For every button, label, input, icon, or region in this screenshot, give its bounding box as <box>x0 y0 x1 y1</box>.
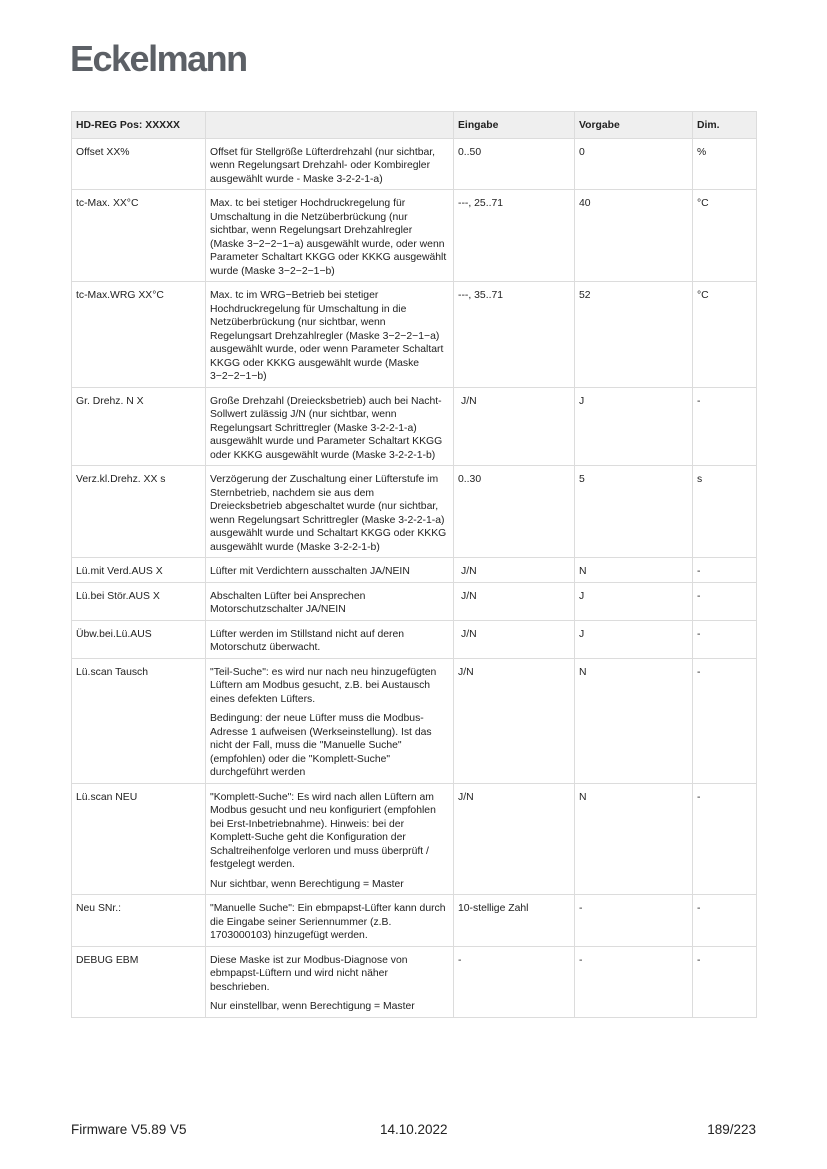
param-vorgabe: - <box>575 895 693 947</box>
param-description <box>206 783 454 895</box>
param-dim: - <box>693 387 757 466</box>
param-description <box>206 387 454 466</box>
eingabe-value: J/N <box>461 628 477 640</box>
param-dim: - <box>693 582 757 620</box>
param-name: Lü.scan Tausch <box>72 658 206 783</box>
description-text: Verzögerung der Zuschaltung einer Lüfterstufe im Sternbetrieb, nachdem sie aus dem Dreiecksbetrieb abgeschaltet wurde (nur sichtbar, wenn Regelungsart Schrittregler (Maske 3-2-2-1-a) ausgewählt wurde und Schaltart KKGG oder KKKG ausgewählt wurde (Maske 3-2-2-1-b) <box>210 474 447 553</box>
table-row <box>72 138 757 190</box>
description-text: "Teil-Suche": es wird nur nach neu hinzugefügten Lüftern am Modbus gesucht, z.B. bei Austausch eines defekten Lüfters. <box>210 666 437 705</box>
column-header-position: HD-REG Pos: XXXXX <box>72 112 206 139</box>
param-eingabe <box>454 620 575 658</box>
param-name: Übw.bei.Lü.AUS <box>72 620 206 658</box>
param-name: Verz.kl.Drehz. XX s <box>72 466 206 558</box>
table-row <box>72 387 757 466</box>
param-description <box>206 190 454 282</box>
eingabe-value: J/N <box>461 566 477 577</box>
footer-firmware: Firmware V5.89 V5 <box>71 1122 187 1137</box>
param-name: DEBUG EBM <box>72 946 206 1017</box>
param-eingabe <box>454 582 575 620</box>
param-name: Lü.scan NEU <box>72 783 206 895</box>
param-name: Neu SNr.: <box>72 895 206 947</box>
param-vorgabe: J <box>575 582 693 620</box>
param-eingabe: 0..50 <box>454 138 575 190</box>
description-text: Lüfter mit Verdichtern ausschalten JA/NEIN <box>210 566 410 577</box>
description-text: "Komplett-Suche": Es wird nach allen Lüftern am Modbus gesucht und neu konfiguriert (empfohlen bei Erst-Inbetriebnahme). Hinweis: bei der Komplett-Suche geht die Konfiguration der Schaltreihenfolge verloren und muss überprüft / festgelegt werden. <box>210 791 436 870</box>
param-name: Lü.mit Verd.AUS X <box>72 558 206 583</box>
param-description <box>206 620 454 658</box>
param-eingabe <box>454 558 575 583</box>
param-vorgabe: J <box>575 387 693 466</box>
param-description <box>206 658 454 783</box>
param-vorgabe: 5 <box>575 466 693 558</box>
description-note: Bedingung: der neue Lüfter muss die Modbus-Adresse 1 aufweisen (Werkseinstellung). Ist das nicht der Fall, muss die "Manuelle Suche" (empfohlen) oder die "Komplett-Suche" durchgeführt werden <box>210 713 432 778</box>
description-text: "Manuelle Suche": Ein ebmpapst-Lüfter kann durch die Eingabe seiner Seriennummer (z.B. 1703000103) hinzugefügt werden. <box>210 903 446 941</box>
eingabe-value: J/N <box>461 395 477 407</box>
description-text: Lüfter werden im Stillstand nicht auf deren Motorschutz überwacht. <box>210 628 405 653</box>
param-dim: °C <box>693 190 757 282</box>
param-dim: - <box>693 783 757 895</box>
table-row <box>72 190 757 282</box>
table-header-row <box>72 112 757 139</box>
param-vorgabe: N <box>575 558 693 583</box>
description-text: Max. tc bei stetiger Hochdruckregelung für Umschaltung in die Netzüberbrückung (nur sichtbar, wenn Regelungsart Drehzahlregler (Maske 3−2−2−1−a) ausgewählt wurde, oder wenn Parameter Schaltart KKGG oder KKKG ausgewählt wurde (Maske 3−2−2−1−b) <box>210 198 447 277</box>
param-dim: °C <box>693 282 757 388</box>
param-description <box>206 895 454 947</box>
param-description <box>206 466 454 558</box>
param-vorgabe: J <box>575 620 693 658</box>
param-vorgabe: N <box>575 658 693 783</box>
description-text: Abschalten Lüfter bei Ansprechen Motorschutzschalter JA/NEIN <box>210 590 366 615</box>
table-row <box>72 582 757 620</box>
table-row <box>72 895 757 947</box>
param-eingabe <box>454 387 575 466</box>
description-text: Große Drehzahl (Dreiecksbetrieb) auch bei Nacht-Sollwert zulässig J/N (nur sichtbar, wenn Regelungsart Schrittregler (Maske 3-2-2-1-a) ausgewählt wurde und Parameter Schaltart KKGG oder KKKG ausgewählt wurde (Maske 3-2-2-1-b) <box>210 395 443 461</box>
param-vorgabe: - <box>575 946 693 1017</box>
param-dim: - <box>693 558 757 583</box>
param-name: Lü.bei Stör.AUS X <box>72 582 206 620</box>
table-row <box>72 783 757 895</box>
description-text: Max. tc im WRG−Betrieb bei stetiger Hochdruckregelung für Umschaltung in die Netzüberbrückung (nur sichtbar, wenn Regelungsart Drehzahlregler (Maske 3−2−2−1−a) ausgewählt wurde, oder wenn Parameter Schaltart KKGG oder KKKG ausgewählt wurde (Maske 3−2−2−1−b) <box>210 290 444 382</box>
param-eingabe: ---, 35..71 <box>454 282 575 388</box>
param-dim: - <box>693 620 757 658</box>
table-row <box>72 558 757 583</box>
param-description <box>206 138 454 190</box>
table-row <box>72 620 757 658</box>
param-dim: - <box>693 658 757 783</box>
description-note: Nur einstellbar, wenn Berechtigung = Master <box>210 1001 415 1012</box>
table-row <box>72 658 757 783</box>
param-eingabe: J/N <box>454 658 575 783</box>
param-description <box>206 558 454 583</box>
description-note: Nur sichtbar, wenn Berechtigung = Master <box>210 878 404 890</box>
column-header-vorgabe: Vorgabe <box>575 112 693 139</box>
param-dim: % <box>693 138 757 190</box>
footer-page-number: 189/223 <box>707 1122 756 1137</box>
param-vorgabe: N <box>575 783 693 895</box>
param-vorgabe: 52 <box>575 282 693 388</box>
param-description <box>206 282 454 388</box>
description-text: Diese Maske ist zur Modbus-Diagnose von ebmpapst-Lüftern und wird nicht näher beschrieben. <box>210 954 408 993</box>
param-eingabe: 10-stellige Zahl <box>454 895 575 947</box>
param-dim: s <box>693 466 757 558</box>
param-vorgabe: 0 <box>575 138 693 190</box>
column-header-eingabe: Eingabe <box>454 112 575 139</box>
param-name: Gr. Drehz. N X <box>72 387 206 466</box>
param-vorgabe: 40 <box>575 190 693 282</box>
footer-date: 14.10.2022 <box>380 1122 448 1137</box>
eingabe-value: J/N <box>461 590 477 602</box>
param-eingabe: - <box>454 946 575 1017</box>
param-description <box>206 946 454 1017</box>
param-name: tc-Max.WRG XX°C <box>72 282 206 388</box>
table-row <box>72 282 757 388</box>
eckelmann-logo: Eckelmann <box>70 38 247 79</box>
param-dim: - <box>693 946 757 1017</box>
table-row <box>72 946 757 1017</box>
param-eingabe: 0..30 <box>454 466 575 558</box>
column-header-description <box>206 112 454 139</box>
param-eingabe: ---, 25..71 <box>454 190 575 282</box>
table-row <box>72 466 757 558</box>
param-name: Offset XX% <box>72 138 206 190</box>
parameter-table <box>71 111 757 1018</box>
param-dim: - <box>693 895 757 947</box>
param-eingabe: J/N <box>454 783 575 895</box>
param-name: tc-Max. XX°C <box>72 190 206 282</box>
description-text: Offset für Stellgröße Lüfterdrehzahl (nur sichtbar, wenn Regelungsart Drehzahl- oder Kombiregler ausgewählt wurde - Maske 3-2-2-1-a) <box>210 146 436 185</box>
column-header-dim: Dim. <box>693 112 757 139</box>
param-description <box>206 582 454 620</box>
